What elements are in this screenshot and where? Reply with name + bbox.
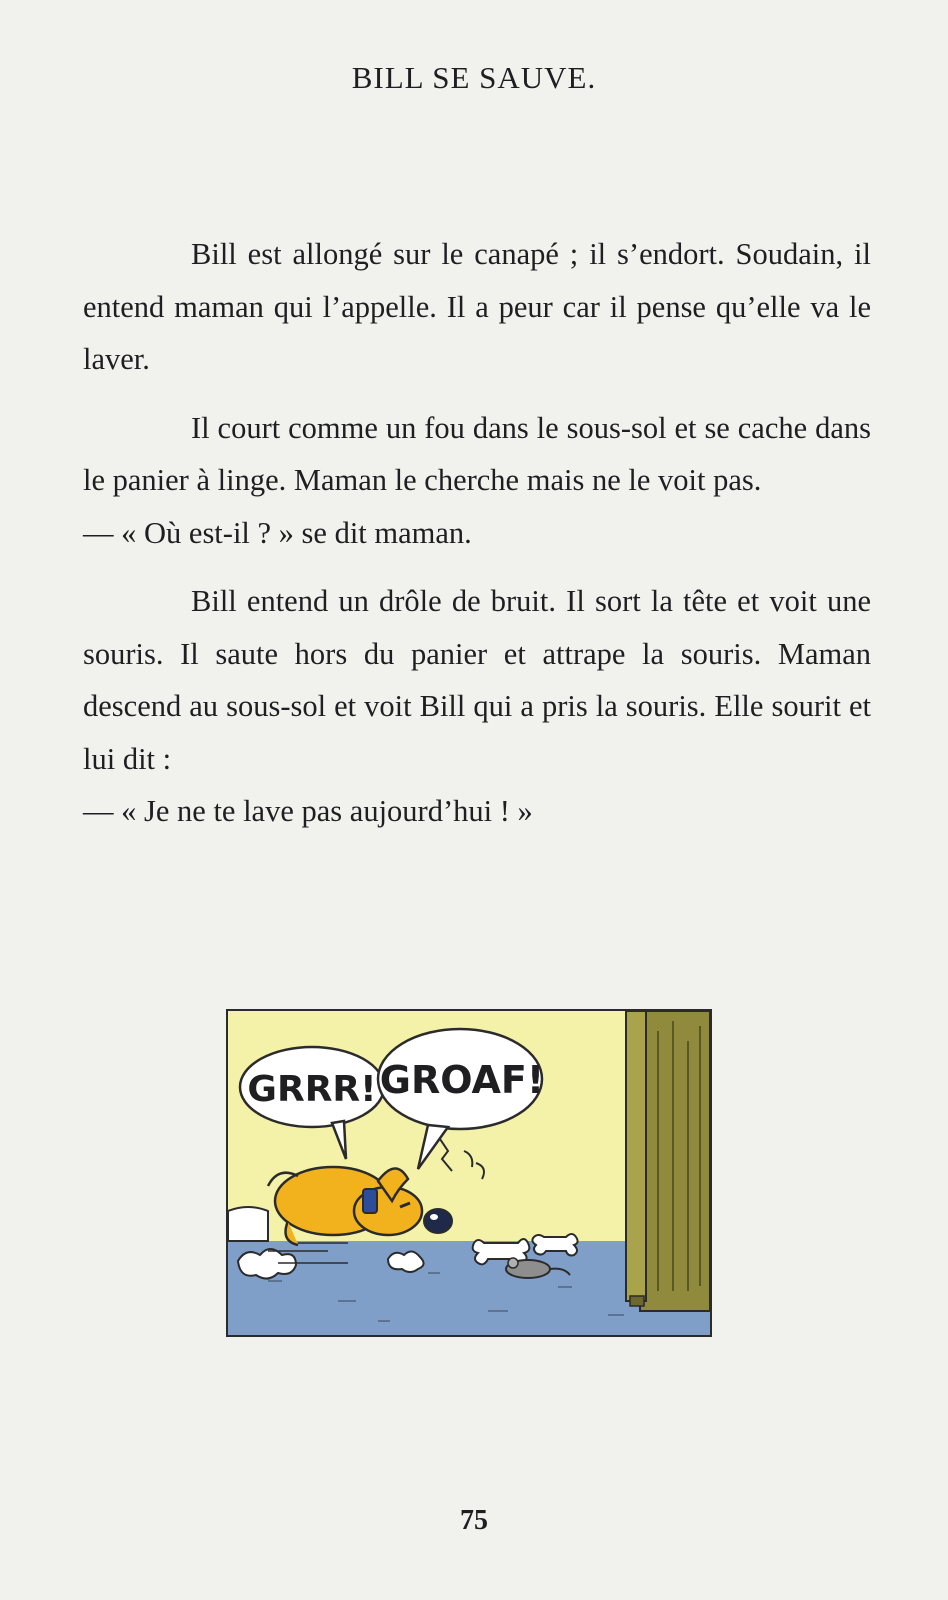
chapter-title: BILL SE SAUVE.: [351, 60, 597, 95]
comic-illustration: [226, 1009, 712, 1337]
dresser: [626, 1011, 710, 1311]
bubble-1-text: GRRR!: [247, 1069, 377, 1110]
bubble-2-text: GROAF!: [379, 1058, 545, 1102]
page-number: 75: [460, 1505, 488, 1536]
paragraph-3: Bill entend un drôle de bruit. Il sort la tête et voit une souris. Il saute hors du panier et attrape la souris. Maman descend au sous-sol et voit Bill qui a pris la souris. Elle sourit et lui dit :: [83, 584, 871, 776]
body-text: [83, 228, 871, 838]
paragraph-1: Bill est allongé sur le canapé ; il s’endort. Soudain, il entend maman qui l’appelle. Il a peur car il pense qu’elle va le laver.: [83, 237, 871, 376]
dialogue-1: — « Où est-il ? » se dit maman.: [83, 515, 472, 550]
dialogue-2: — « Je ne te lave pas aujourd’hui ! »: [83, 794, 533, 828]
paragraph-2: Il court comme un fou dans le sous-sol et se cache dans le panier à linge. Maman le cherche mais ne le voit pas.: [83, 410, 871, 497]
